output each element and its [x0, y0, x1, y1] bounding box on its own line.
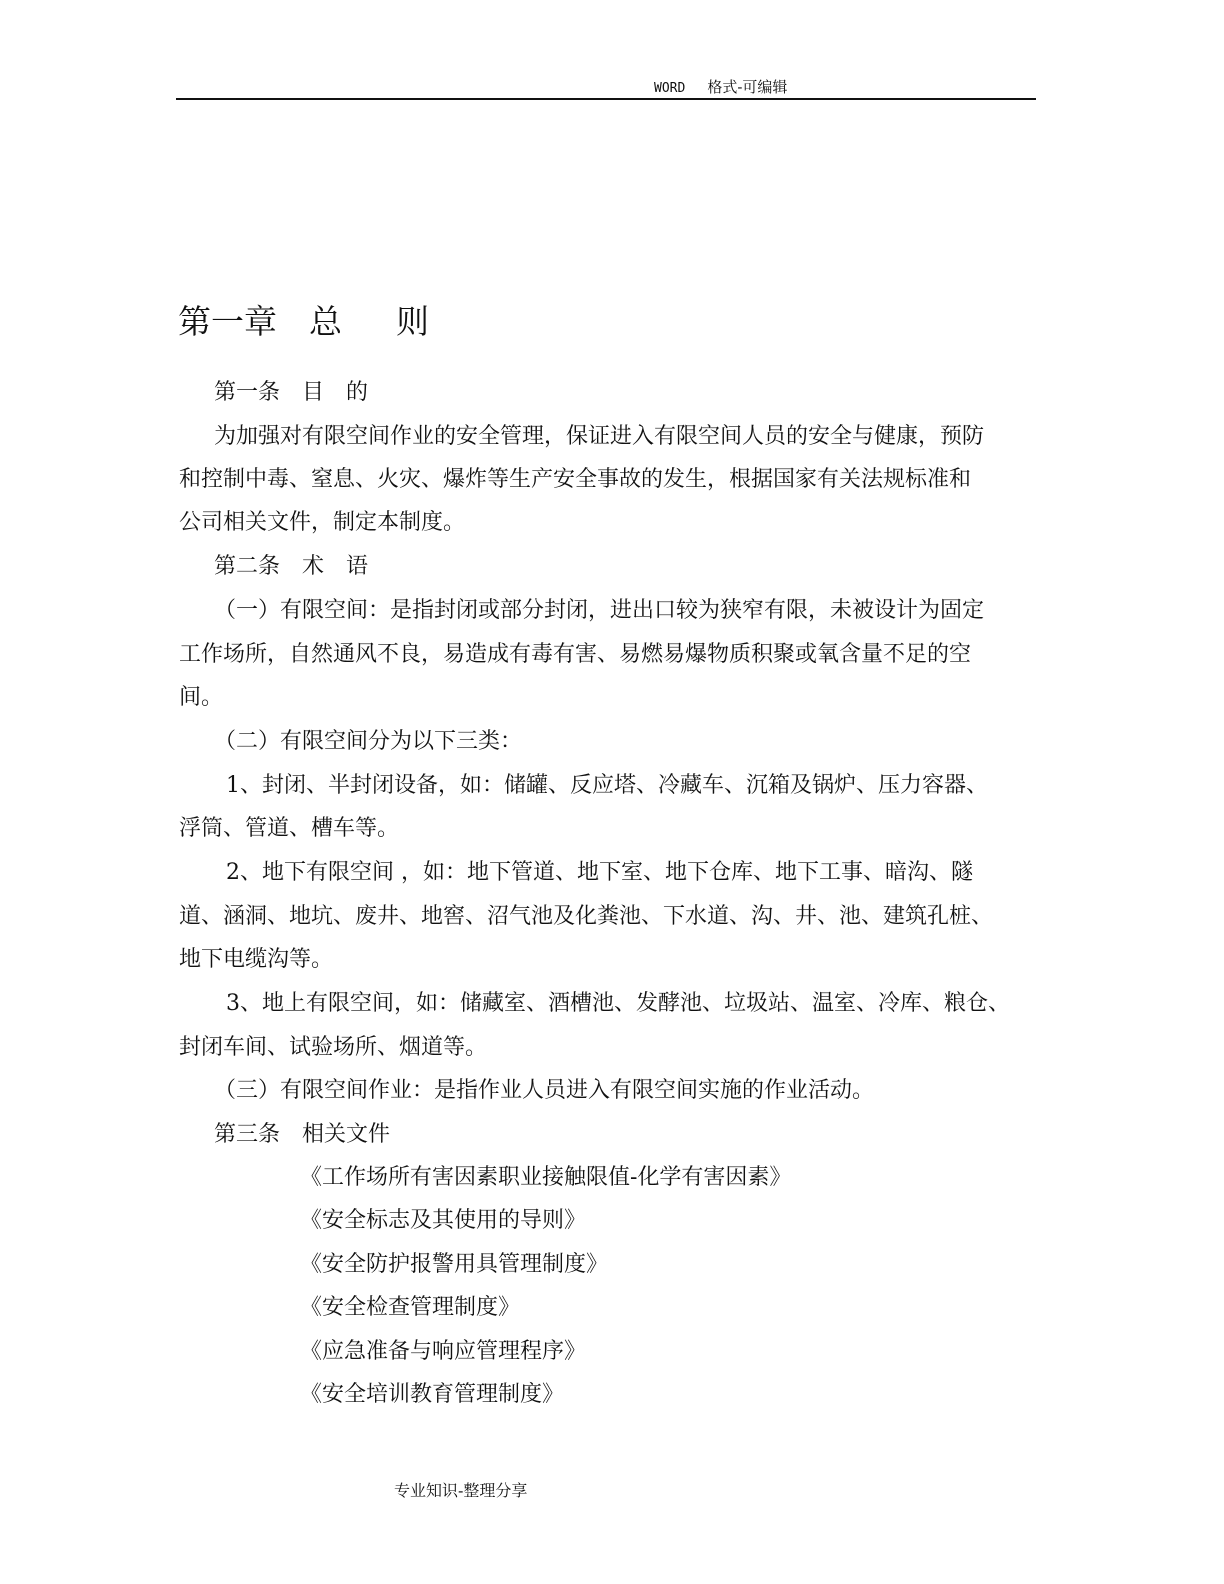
article-3-title: 相关文件 — [302, 1122, 391, 1147]
article-3-heading — [214, 1120, 390, 1150]
type-2-line-2: 道、涵洞、地坑、废井、地窖、沼气池及化粪池、下水道、沟、井、池、建筑孔桩、 — [179, 904, 994, 929]
article-1-heading — [214, 378, 368, 408]
type-2-line-1: 2、地下有限空间 ，如：地下管道、地下室、地下仓库、地下工事、暗沟、隧 — [226, 860, 973, 885]
definition-1-line-3: 间。 — [179, 685, 224, 710]
related-doc-2: 《安全标志及其使用的导则》 — [300, 1208, 587, 1233]
definition-1-line-1: （一）有限空间：是指封闭或部分封闭，进出口较为狭窄有限，未被设计为固定 — [214, 598, 985, 623]
type-3-line-2: 封闭车间、试验场所、烟道等。 — [179, 1035, 488, 1060]
definition-1-line-2: 工作场所，自然通风不良，易造成有毒有害、易燃易爆物质积聚或氧含量不足的空 — [179, 642, 972, 667]
related-doc-6: 《安全培训教育管理制度》 — [300, 1382, 565, 1407]
article-3-label: 第三条 — [214, 1122, 281, 1147]
header-format: 格式-可编辑 — [707, 78, 788, 96]
article-2-heading — [214, 552, 368, 582]
page-footer: 专业知识-整理分享 — [394, 1481, 528, 1500]
chapter-title-2: 则 — [396, 302, 429, 341]
type-1-line-2: 浮筒、管道、槽车等。 — [179, 816, 400, 841]
article-2-word-1: 术 — [302, 554, 325, 579]
related-doc-3: 《安全防护报警用具管理制度》 — [300, 1252, 609, 1277]
type-2-line-3: 地下电缆沟等。 — [179, 947, 334, 972]
chapter-title — [178, 296, 429, 343]
article-2-word-2: 语 — [346, 554, 369, 579]
type-1-line-1: 1、封闭、半封闭设备，如：储罐、反应塔、冷藏车、沉箱及锅炉、压力容器、 — [226, 773, 988, 798]
paragraph-1-line-2: 和控制中毒、窒息、火灾、爆炸等生产安全事故的发生，根据国家有关法规标准和 — [179, 467, 972, 492]
article-1-word-2: 的 — [346, 380, 369, 405]
article-1-label: 第一条 — [214, 380, 281, 405]
type-3-line-1: 3、地上有限空间，如：储藏室、酒槽池、发酵池、垃圾站、温室、冷库、粮仓、 — [226, 991, 1010, 1016]
paragraph-1-line-1: 为加强对有限空间作业的安全管理，保证进入有限空间人员的安全与健康，预防 — [214, 424, 985, 449]
header-text — [654, 76, 787, 97]
definition-2: （二）有限空间分为以下三类： — [214, 729, 523, 754]
page-header — [176, 74, 1036, 100]
related-doc-5: 《应急准备与响应管理程序》 — [300, 1339, 587, 1364]
paragraph-1-line-3: 公司相关文件，制定本制度。 — [179, 510, 466, 535]
related-doc-1: 《工作场所有害因素职业接触限值-化学有害因素》 — [300, 1165, 792, 1190]
article-2-label: 第二条 — [214, 554, 281, 579]
chapter-title-1: 总 — [309, 302, 342, 341]
article-1-word-1: 目 — [302, 380, 325, 405]
chapter-number: 第一章 — [178, 302, 277, 341]
definition-3: （三）有限空间作业：是指作业人员进入有限空间实施的作业活动。 — [214, 1078, 875, 1103]
header-word: WORD — [654, 81, 686, 96]
related-doc-4: 《安全检查管理制度》 — [300, 1295, 521, 1320]
